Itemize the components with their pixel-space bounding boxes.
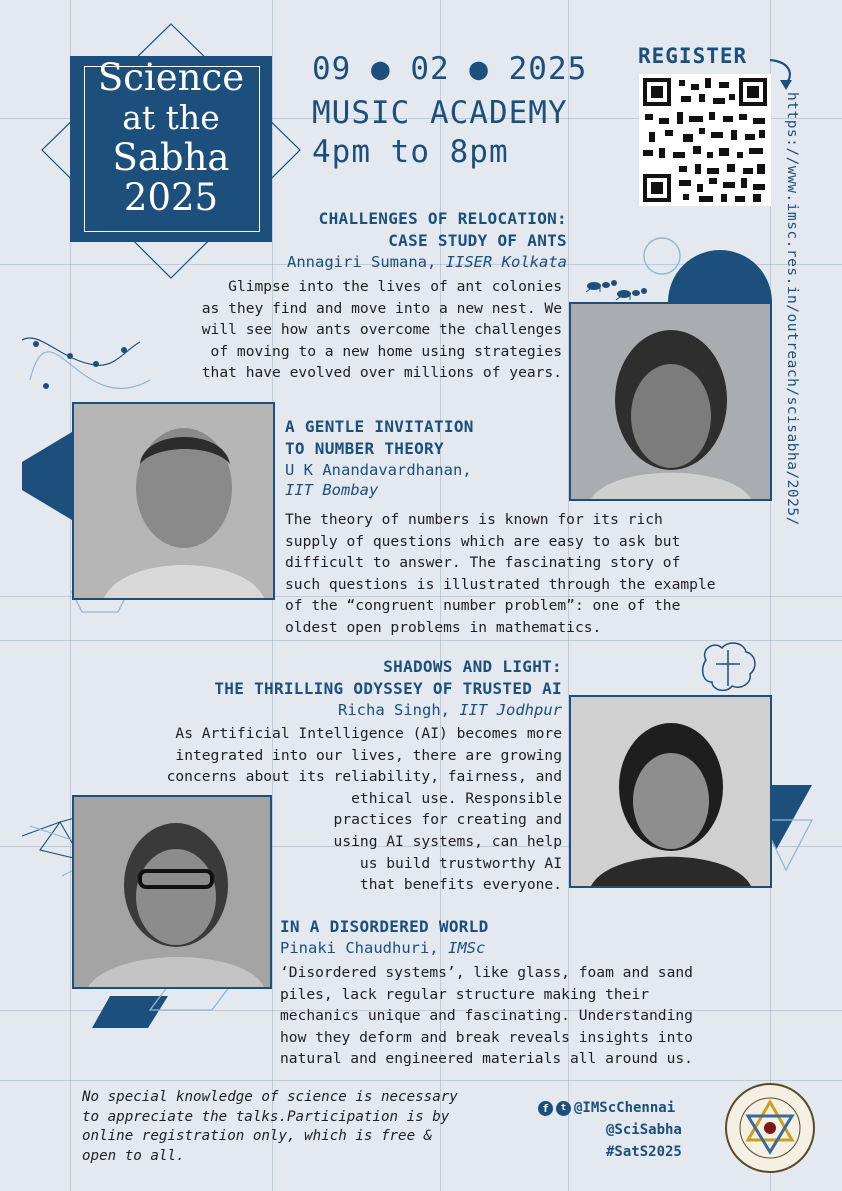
talk-2 bbox=[285, 416, 585, 500]
talk-4 bbox=[280, 916, 750, 958]
talk-4-description: ‘Disordered systems’, like glass, foam and sand piles, lack regular structure making their mechanics unique and fascinating. Understanding how they deform and break reveals insights into natural and engineered materials all around us. bbox=[280, 964, 693, 1068]
social-handle[interactable]: @IMScChennai bbox=[574, 1100, 676, 1116]
speaker-photo-annagiri-sumana bbox=[569, 302, 772, 501]
talk-2-title-line2: TO NUMBER THEORY bbox=[285, 439, 444, 458]
qr-code-icon[interactable] bbox=[639, 74, 771, 206]
talk-1-description: Glimpse into the lives of ant colonies as they find and move into a new nest. We will see how ants overcome the challenges of moving to a new home using strategies that have evolved over millions of years. bbox=[201, 278, 562, 382]
talk-3-title-line1: SHADOWS AND LIGHT: bbox=[383, 657, 562, 676]
speaker-photo-richa-singh bbox=[569, 695, 772, 888]
talk-2-description: The theory of numbers is known for its rich supply of questions which are easy to ask but difficult to answer. The fascinating story of such questions is illustrated through the example of the “congruent number problem”: one of the oldest open problems in mathematics. bbox=[285, 511, 716, 636]
event-date: 09 ● 02 ● 2025 bbox=[312, 51, 588, 87]
logo-title: Science at the Sabha 2025 bbox=[97, 56, 245, 219]
talk-3-speaker: Richa Singh, IIT Jodhpur bbox=[338, 701, 562, 719]
talk-1-speaker: Annagiri Sumana, IISER Kolkata bbox=[287, 253, 567, 271]
twitter-handle[interactable]: @SciSabha bbox=[606, 1122, 682, 1138]
event-venue: MUSIC ACADEMY bbox=[312, 95, 568, 131]
footer-note: No special knowledge of science is necessary to appreciate the talks.Participation is by online registration only, which is free & open to all. bbox=[82, 1089, 458, 1164]
talk-3-description: As Artificial Intelligence (AI) becomes more integrated into our lives, there are growing concerns about its reliability, fairness, and ethical use. Responsible practices for creating and using AI systems, can help us build trustworthy AI that benefits everyone. bbox=[166, 725, 562, 894]
social-links bbox=[538, 1097, 682, 1163]
brain-icon bbox=[703, 643, 755, 690]
talk-3 bbox=[120, 656, 562, 720]
hashtag[interactable]: #SatS2025 bbox=[606, 1144, 682, 1160]
talk-3-title-line2: THE THRILLING ODYSSEY OF TRUSTED AI bbox=[214, 679, 562, 698]
twitter-icon[interactable]: t bbox=[556, 1101, 571, 1116]
talk-2-speaker: U K Anandavardhanan, bbox=[285, 461, 472, 479]
register-label: REGISTER bbox=[638, 44, 748, 68]
talk-1-title-line2: CASE STUDY OF ANTS bbox=[388, 231, 567, 250]
speaker-photo-uk-anandavardhanan bbox=[72, 402, 275, 600]
ant-icon bbox=[586, 280, 647, 300]
talk-1 bbox=[250, 208, 567, 272]
imsc-seal bbox=[724, 1082, 816, 1174]
speaker-photo-pinaki-chaudhuri bbox=[72, 795, 272, 989]
talk-4-title: IN A DISORDERED WORLD bbox=[280, 917, 489, 936]
talk-2-affiliation: IIT Bombay bbox=[285, 481, 379, 499]
facebook-icon[interactable]: f bbox=[538, 1101, 553, 1116]
registration-url[interactable]: https://www.imsc.res.in/outreach/scisabha/2025/ bbox=[784, 92, 800, 526]
talk-4-speaker: Pinaki Chaudhuri, IMSc bbox=[280, 939, 486, 957]
talk-1-title-line1: CHALLENGES OF RELOCATION: bbox=[318, 209, 567, 228]
event-time: 4pm to 8pm bbox=[312, 134, 509, 170]
talk-2-title-line1: A GENTLE INVITATION bbox=[285, 417, 474, 436]
